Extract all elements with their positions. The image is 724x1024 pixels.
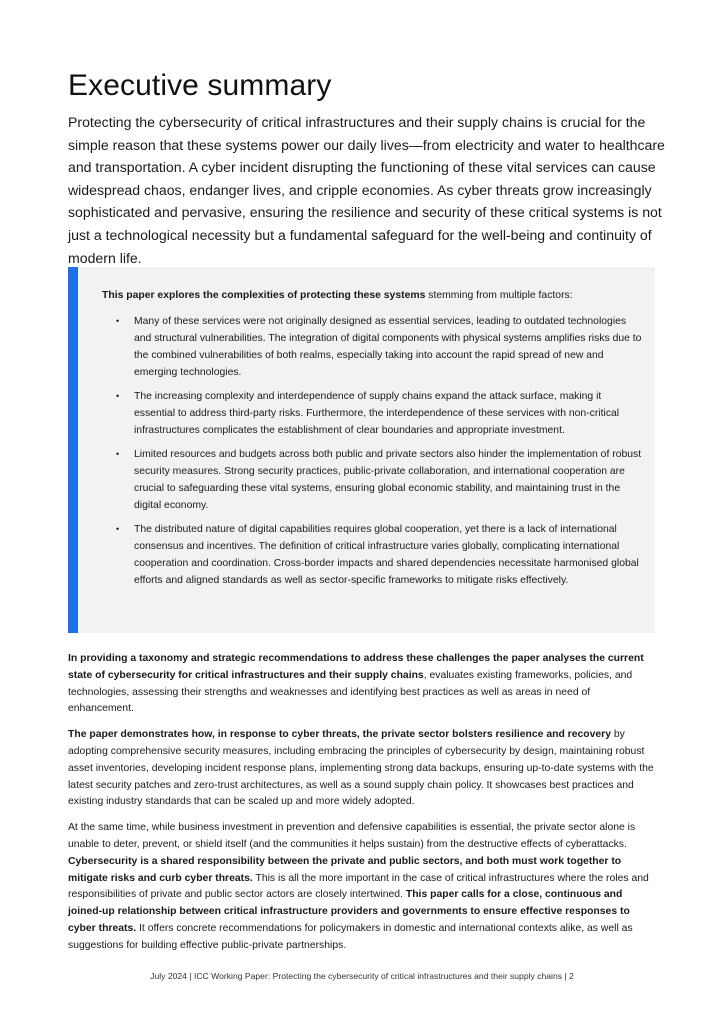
list-item — [102, 313, 642, 381]
paragraph-bold: This paper calls for a close, continuous and joined-up relationship between critical infrastructure providers and governments to ensure effective responses to cyber threats. — [68, 889, 630, 934]
paragraph-private-sector — [68, 727, 658, 811]
factor-list — [102, 313, 642, 596]
paragraph-text: , evaluates existing frameworks, policies, and technologies, assessing their strengths and weaknesses and identifying best practices as well as areas in need of enhancement. — [68, 669, 633, 715]
callout-box — [68, 267, 655, 633]
paragraph-text: At the same time, while business investment in prevention and defensive capabilities is essential, the private sector alone is unable to deter, prevent, or shield itself (and the communities it helps sustain) from the destructive effects of cyberattacks. — [68, 822, 636, 850]
list-item-text: The increasing complexity and interdependence of supply chains expand the attack surface, making it essential to address third-party risks. Furthermore, the interdependence of these services with non-critical infrastructures complicates the establishment of clear boundaries and appropriate investment. — [134, 391, 620, 436]
callout-lead-bold: This paper explores the complexities of protecting these systems — [102, 290, 426, 301]
bullet-icon: • — [116, 391, 120, 401]
list-item — [102, 446, 642, 514]
paragraph-text: by adopting comprehensive security measures, including embracing the principles of cybersecurity by design, maintaining robust asset inventories, developing incident response plans, implementing strong data backups, ensuring up-to-date systems with the latest security patches and zero-trust architectures, as well as a sound supply chain policy. It showcases best practices and existing industry standards that can be scaled up and more widely adopted. — [68, 729, 654, 808]
page-footer: July 2024 | ICC Working Paper: Protecting the cybersecurity of critical infrastructures and their supply chains | 2 — [150, 971, 574, 981]
bullet-icon: • — [116, 449, 120, 459]
callout-lead — [102, 287, 642, 304]
list-item-text: Limited resources and budgets across both public and private sectors also hinder the implementation of robust security measures. Strong security practices, public-private collaboration, and international cooperation are crucial to safeguarding these vital systems, ensuring global economic stability, and maintaining trust in the digital economy. — [134, 449, 642, 511]
intro-paragraph: Protecting the cybersecurity of critical infrastructures and their supply chains is crucial for the simple reason that these systems power our daily lives—from electricity and water to healthcare and transportation. A cyber incident disrupting the functioning of these vital services can cause widespread chaos, endanger lives, and cripple economies. As cyber threats grow increasingly sophisticated and pervasive, ensuring the resilience and security of these critical systems is not just a technological necessity but a fundamental safeguard for the well-being and continuity of modern life. — [68, 114, 665, 266]
bullet-icon: • — [116, 524, 120, 534]
list-item — [102, 388, 642, 439]
list-item — [102, 521, 642, 589]
paragraph-bold: The paper demonstrates how, in response to cyber threats, the private sector bolsters resilience and recovery — [68, 729, 612, 741]
paragraph-taxonomy — [68, 651, 658, 718]
callout-lead-rest: stemming from multiple factors: — [425, 290, 573, 301]
list-item-text: Many of these services were not originally designed as essential services, leading to outdated technologies and structural vulnerabilities. The integration of digital components with physical systems amplifies risks due to the combined vulnerabilities of both realms, especially taking into account the rapid spread of new and emerging technologies. — [134, 316, 642, 378]
list-item-text: The distributed nature of digital capabilities requires global cooperation, yet there is a lack of international consensus and incentives. The definition of critical infrastructure varies globally, complicating international cooperation and coordination. Cross-border impacts and shared dependencies necessitate harmonised global efforts and aligned standards as well as sector-specific frameworks to mitigate risks effectively. — [134, 524, 639, 586]
paragraph-shared-responsibility — [68, 820, 658, 954]
page-title: Executive summary — [68, 69, 332, 102]
body-text — [68, 651, 658, 964]
paragraph-bold: In providing a taxonomy and strategic recommendations to address these challenges the paper analyses the current state of cybersecurity for critical infrastructures and their supply chains — [68, 653, 644, 681]
bullet-icon: • — [116, 316, 120, 326]
paragraph-bold: Cybersecurity is a shared responsibility between the private and public sectors, and both must work together to mitigate risks and curb cyber threats. — [68, 855, 622, 884]
paragraph-text: It offers concrete recommendations for policymakers in domestic and international contexts alike, as well as suggestions for building effective public-private partnerships. — [68, 922, 633, 951]
paragraph-text: This is all the more important in the case of critical infrastructures where the roles and responsibilities of private and public sector actors are closely intertwined. — [68, 872, 649, 901]
